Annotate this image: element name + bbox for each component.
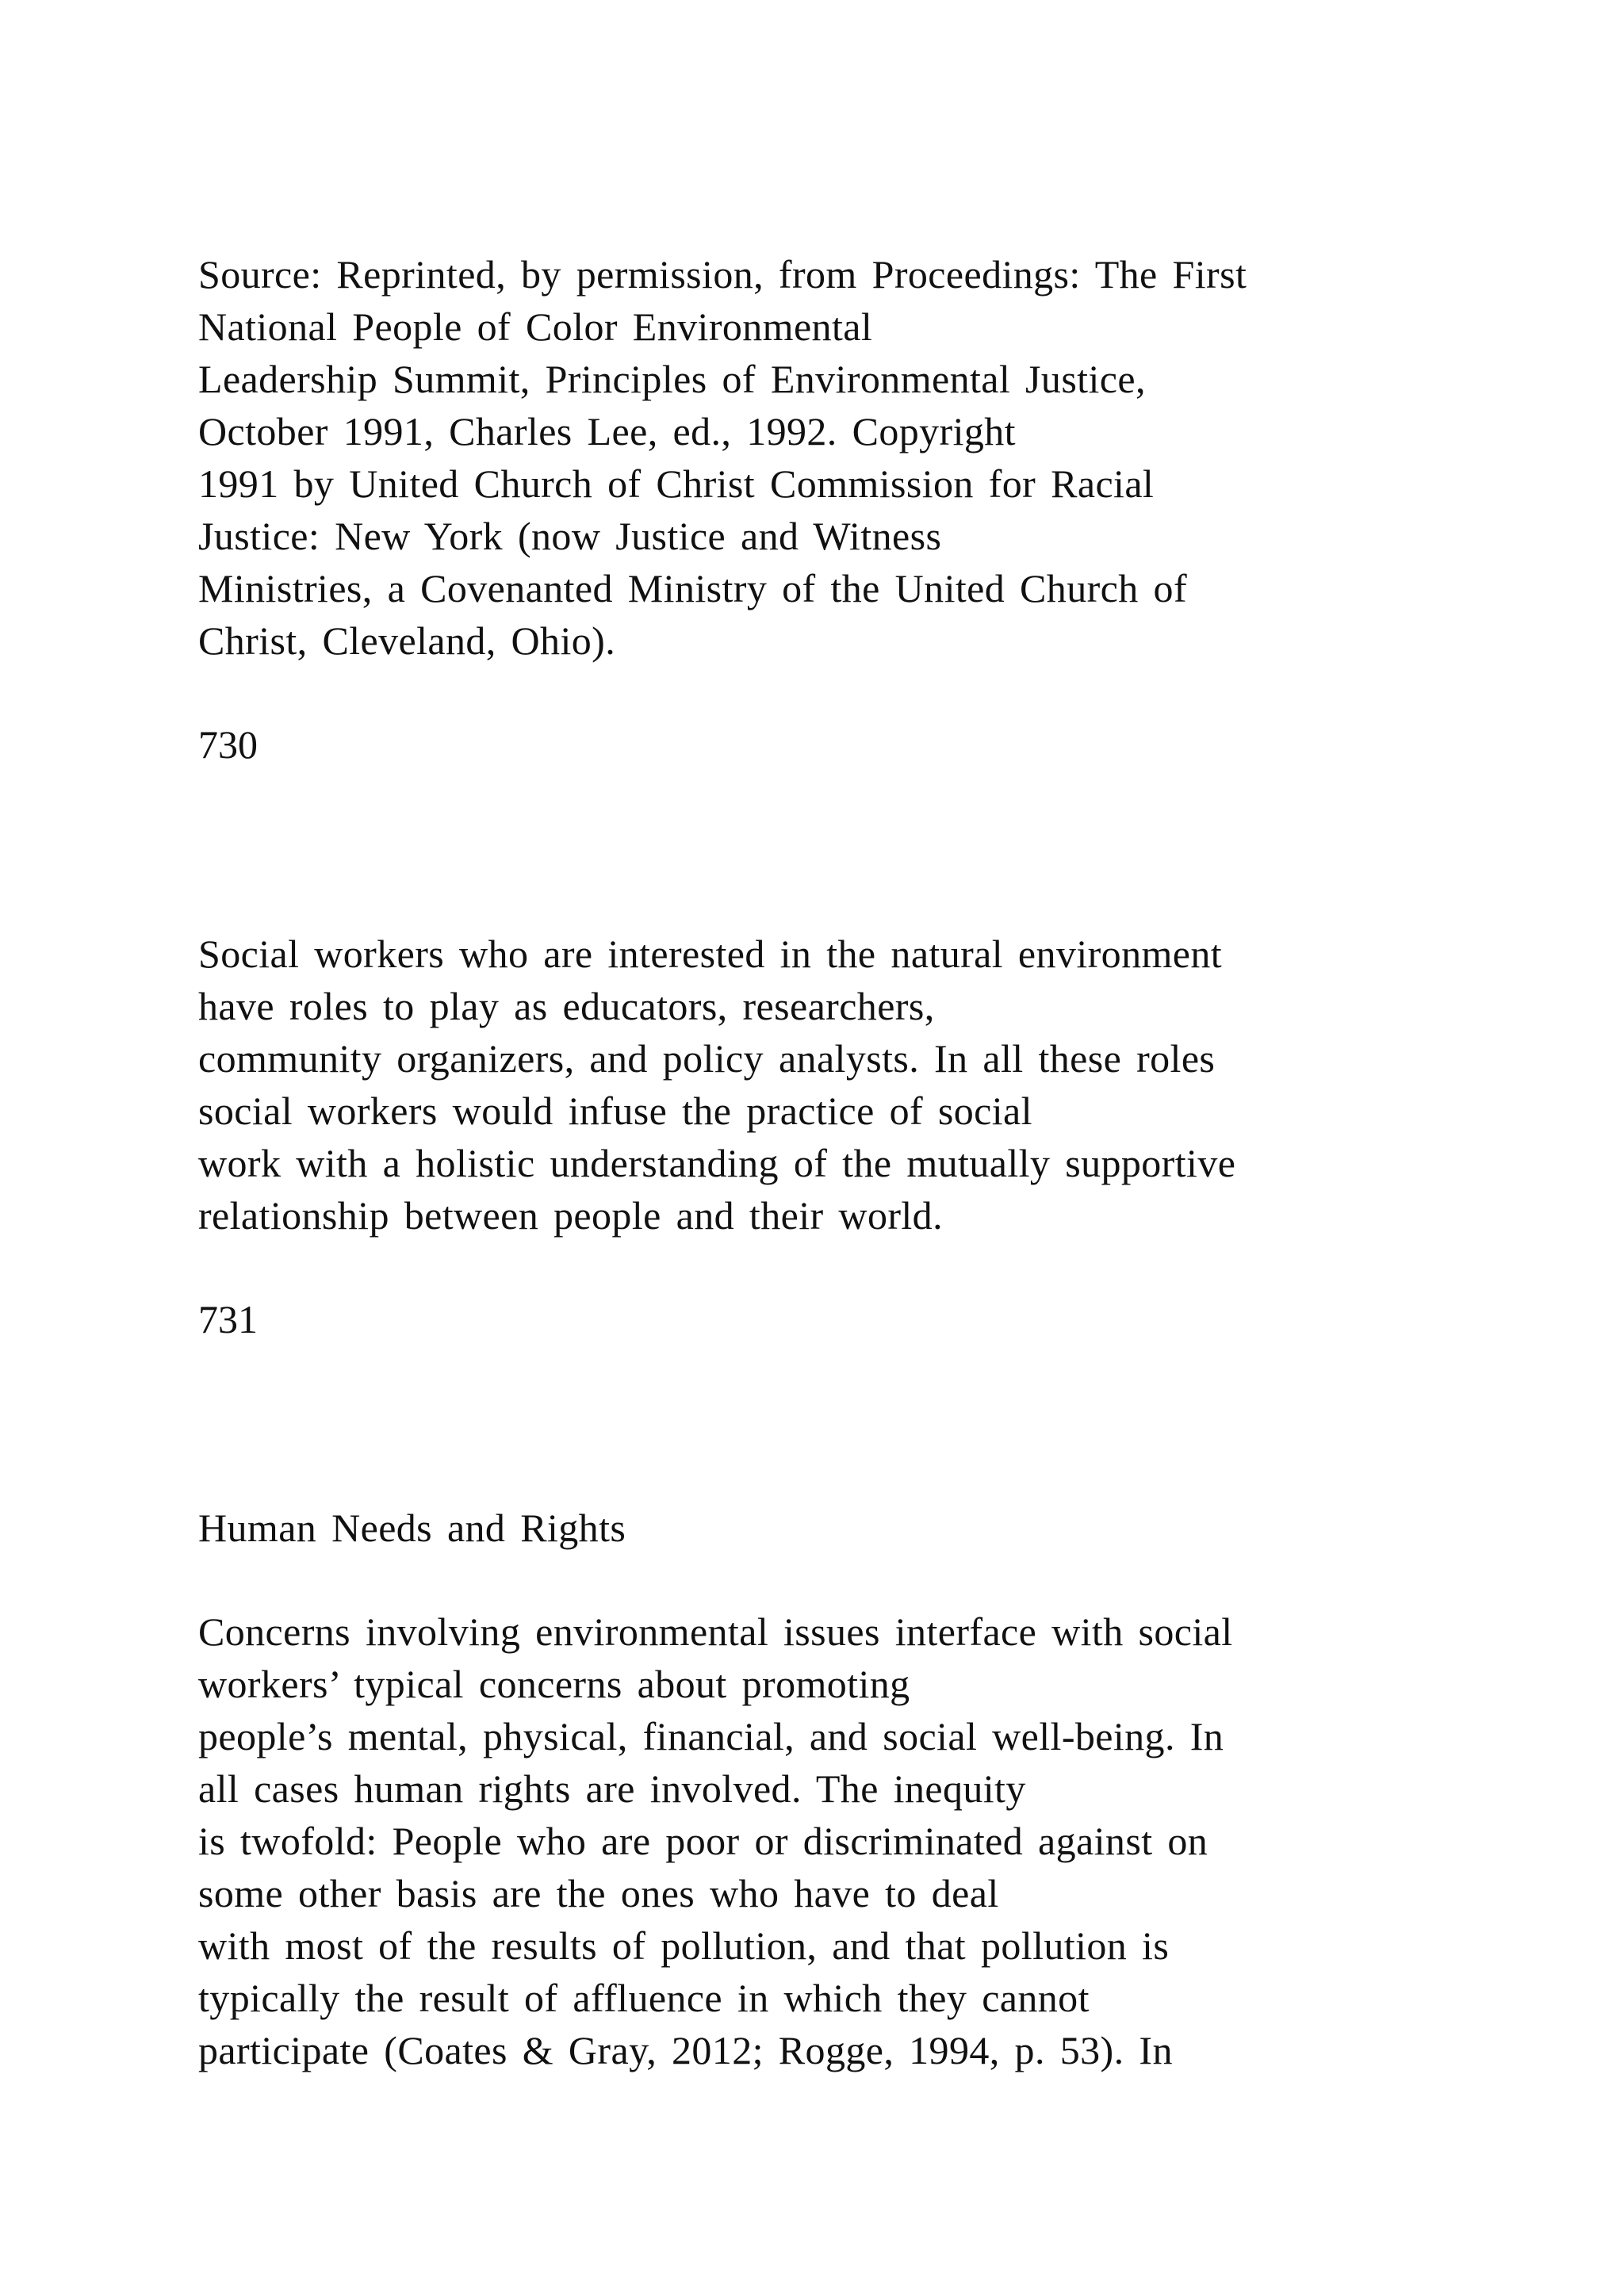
paragraph-line: is twofold: People who are poor or discriminated against on — [198, 1819, 1208, 1863]
page-number: 731 — [198, 1297, 258, 1341]
paragraph-line: Christ, Cleveland, Ohio). — [198, 618, 616, 663]
page-number-730 — [198, 718, 1435, 771]
paragraph-line: typically the result of affluence in which they cannot — [198, 1976, 1090, 2020]
paragraph-line: 1991 by United Church of Christ Commission for Racial — [198, 461, 1155, 506]
paragraph-line: some other basis are the ones who have to deal — [198, 1871, 999, 1915]
paragraph-line: with most of the results of pollution, and that pollution is — [198, 1923, 1170, 1968]
paragraph-line: workers’ typical concerns about promoting — [198, 1662, 910, 1706]
paragraph-line: Ministries, a Covenanted Ministry of the United Church of — [198, 566, 1187, 610]
paragraph-line: participate (Coates & Gray, 2012; Rogge, 1994, p. 53). In — [198, 2028, 1173, 2072]
paragraph-line: work with a holistic understanding of the mutually supportive — [198, 1141, 1236, 1185]
page-number-731 — [198, 1293, 1435, 1345]
page-number: 730 — [198, 722, 258, 767]
paragraph-line: people’s mental, physical, financial, and social well-being. In — [198, 1714, 1224, 1758]
paragraph-line: October 1991, Charles Lee, ed., 1992. Copyright — [198, 409, 1016, 453]
section-heading: Human Needs and Rights — [198, 1506, 626, 1550]
paragraph-line: National People of Color Environmental — [198, 304, 873, 349]
section-heading-block — [198, 1502, 1435, 1554]
social-workers-paragraph — [198, 928, 1435, 1242]
paragraph-line: community organizers, and policy analysts. In all these roles — [198, 1036, 1216, 1081]
paragraph-line: all cases human rights are involved. The inequity — [198, 1766, 1026, 1811]
source-citation-paragraph — [198, 248, 1435, 667]
concerns-paragraph — [198, 1605, 1435, 2076]
paragraph-line: Social workers who are interested in the natural environment — [198, 932, 1223, 976]
paragraph-line: Source: Reprinted, by permission, from Proceedings: The First — [198, 252, 1247, 297]
paragraph-line: relationship between people and their world. — [198, 1193, 943, 1238]
paragraph-line: social workers would infuse the practice of social — [198, 1089, 1032, 1133]
paragraph-line: Leadership Summit, Principles of Environmental Justice, — [198, 357, 1146, 401]
paragraph-line: Concerns involving environmental issues interface with social — [198, 1609, 1233, 1654]
paragraph-line: Justice: New York (now Justice and Witness — [198, 514, 942, 558]
paragraph-line: have roles to play as educators, researchers, — [198, 984, 935, 1028]
